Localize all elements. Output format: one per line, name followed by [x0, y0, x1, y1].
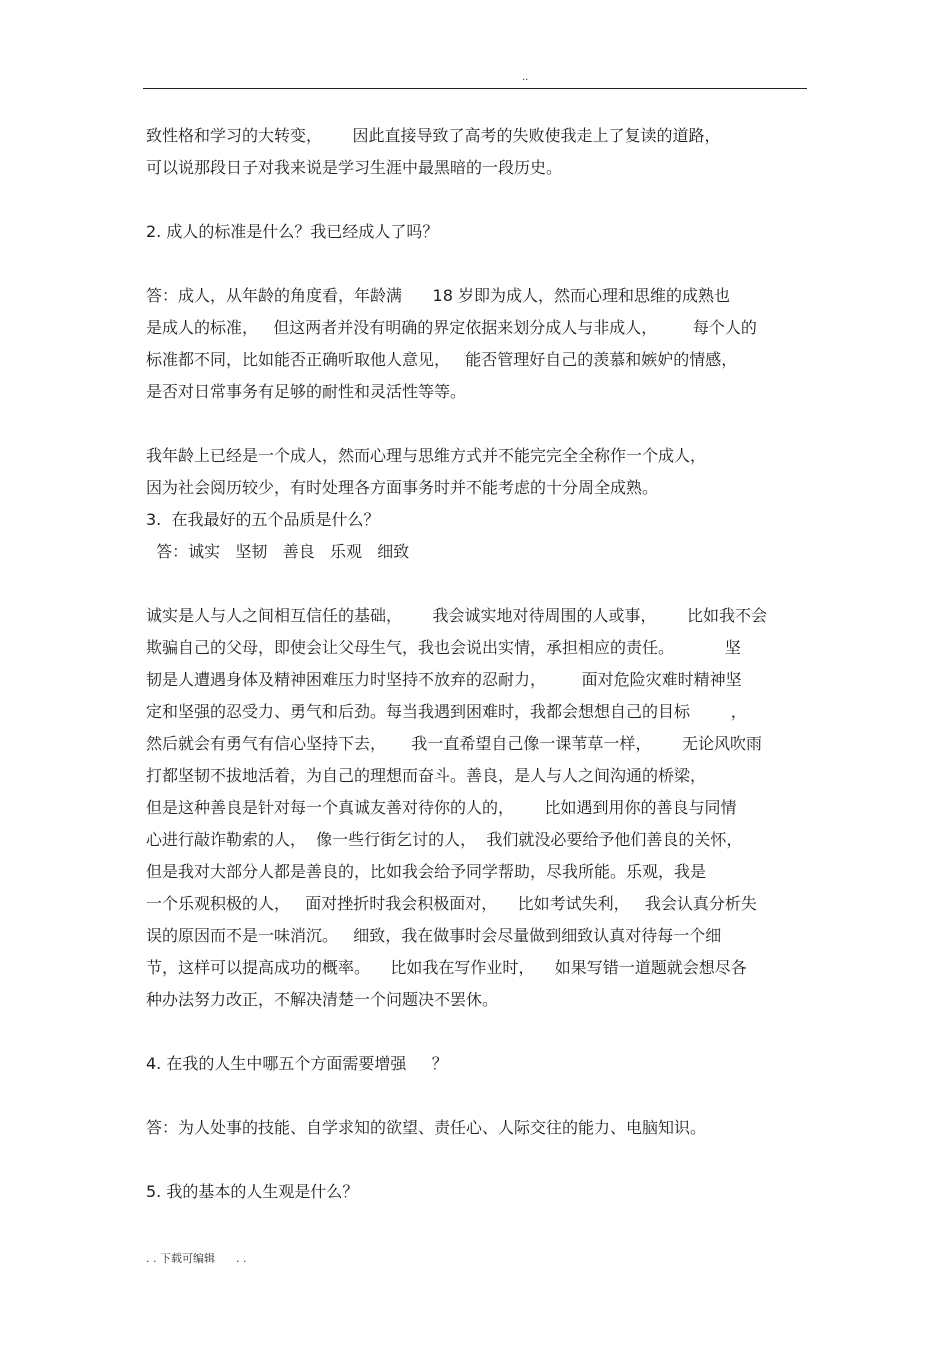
question-2: 2. 成人的标准是什么？我已经成人了吗？	[146, 222, 439, 241]
text-line: 因为社会阅历较少，有时处理各方面事务时并不能考虑的十分周全成熟。	[146, 478, 659, 497]
text-line: 心进行敲诈勒索的人， 像一些行街乞讨的人， 我们就没必要给予他们善良的关怀，	[146, 830, 743, 849]
text-line: 但是我对大部分人都是善良的，比如我会给予同学帮助，尽我所能。乐观，我是	[146, 862, 707, 881]
header-mark: ..	[522, 72, 529, 83]
text-line: 是否对日常事务有足够的耐性和灵活性等等。	[146, 382, 467, 401]
footer-note: . . 下载可编辑 . .	[146, 1252, 247, 1265]
text-line: 致性格和学习的大转变， 因此直接导致了高考的失败使我走上了复读的道路，	[146, 126, 721, 145]
answer-4: 答：为人处事的技能、自学求知的欲望、责任心、人际交往的能力、电脑知识。	[146, 1118, 707, 1137]
answer-3: 答：诚实 坚韧 善良 乐观 细致	[146, 542, 410, 561]
text-line: 我年龄上已经是一个成人，然而心理与思维方式并不能完完全全称作一个成人，	[146, 446, 707, 465]
question-5: 5. 我的基本的人生观是什么？	[146, 1182, 359, 1201]
text-line: 误的原因而不是一味消沉。 细致，我在做事时会尽量做到细致认真对待每一个细	[146, 926, 722, 945]
text-line: 定和坚强的忍受力、勇气和后劲。每当我遇到困难时，我都会想想自己的目标 ，	[146, 702, 747, 721]
text-line: 一个乐观积极的人， 面对挫折时我会积极面对， 比如考试失利， 我会认真分析失	[146, 894, 757, 913]
question-4: 4. 在我的人生中哪五个方面需要增强 ？	[146, 1054, 448, 1073]
question-3: 3. 在我最好的五个品质是什么？	[146, 510, 380, 529]
text-line: 节，这样可以提高成功的概率。 比如我在写作业时， 如果写错一道题就会想尽各	[146, 958, 747, 977]
text-line: 然后就会有勇气有信心坚持下去， 我一直希望自己像一课苇草一样， 无论风吹雨	[146, 734, 762, 753]
text-line: 但是这种善良是针对每一个真诚友善对待你的人的， 比如遇到用你的善良与同情	[146, 798, 737, 817]
text-line: 答：成人，从年龄的角度看，年龄满 18 岁即为成人，然而心理和思维的成熟也	[146, 286, 730, 305]
text-line: 标准都不同，比如能否正确听取他人意见， 能否管理好自己的羡慕和嫉妒的情感，	[146, 350, 738, 369]
text-line: 诚实是人与人之间相互信任的基础， 我会诚实地对待周围的人或事， 比如我不会	[146, 606, 768, 625]
text-line: 韧是人遭遇身体及精神困难压力时坚持不放弃的忍耐力， 面对危险灾难时精神坚	[146, 670, 742, 689]
text-line: 打都坚韧不拔地活着，为自己的理想而奋斗。善良，是人与人之间沟通的桥梁，	[146, 766, 707, 785]
text-line: 可以说那段日子对我来说是学习生涯中最黑暗的一段历史。	[146, 158, 563, 177]
text-line: 欺骗自己的父母，即使会让父母生气，我也会说出实情，承担相应的责任。 坚	[146, 638, 741, 657]
header-rule	[143, 88, 807, 89]
text-line: 是成人的标准， 但这两者并没有明确的界定依据来划分成人与非成人， 每个人的	[146, 318, 757, 337]
text-line: 种办法努力改正，不解决清楚一个问题决不罢休。	[146, 990, 499, 1009]
